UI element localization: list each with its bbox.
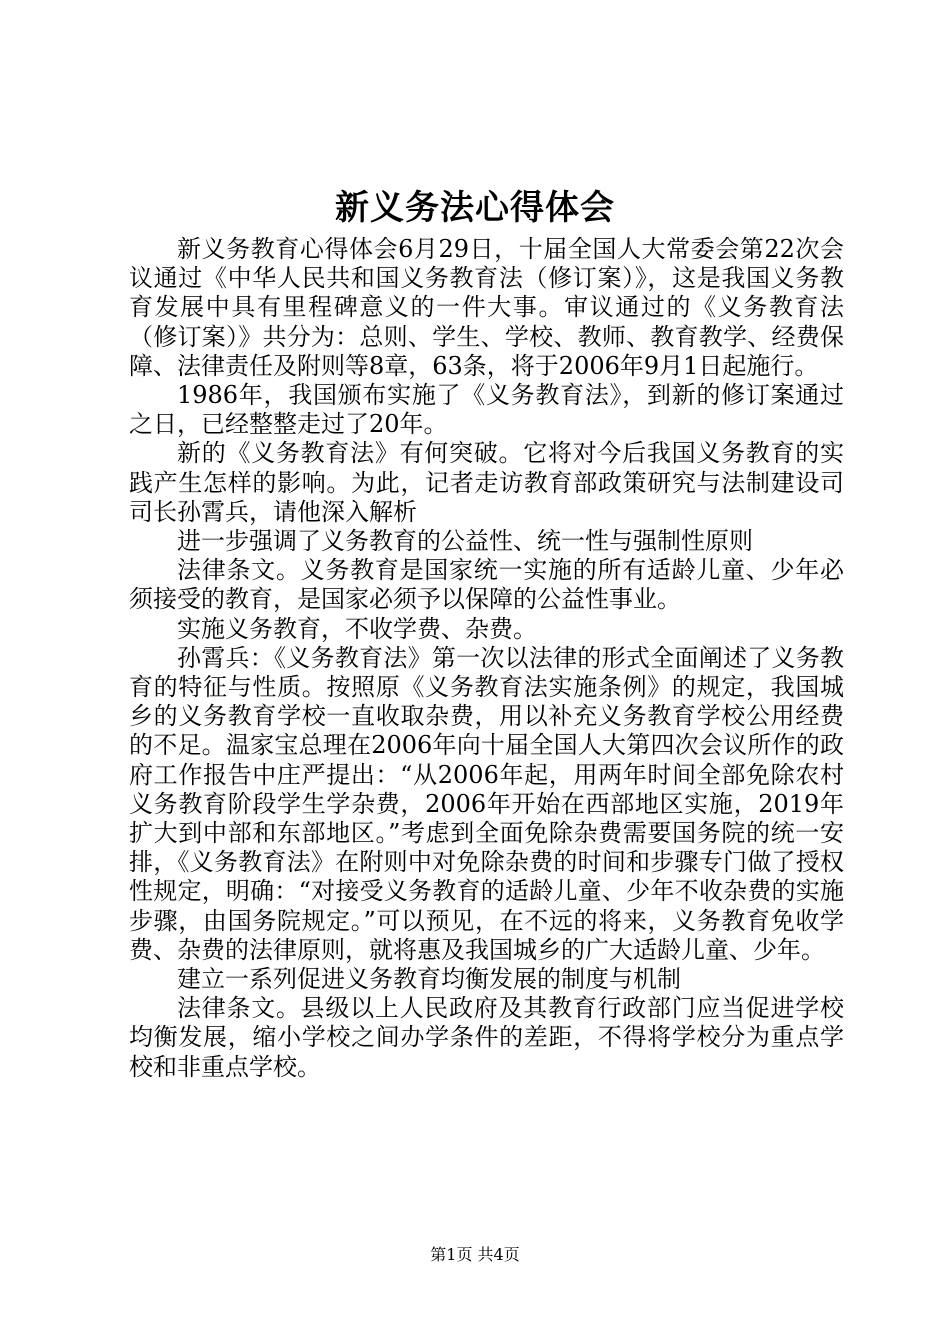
document-title: 新义务法心得体会	[335, 188, 615, 228]
paragraph-2: 1986年，我国颁布实施了《义务教育法》，到新的修订案通过之日，已经整整走过了20年。	[129, 381, 844, 439]
paragraph-7: 孙霄兵：《义务教育法》第一次以法律的形式全面阐述了义务教育的特征与性质。按照原《义务教育法实施条例》的规定，我国城乡的义务教育学校一直收取杂费，用以补充义务教育学校公用经费的不足。温家宝总理在2006年向十届全国人大第四次会议所作的政府工作报告中庄严提出：“从2006年起，用两年时间全部免除农村义务教育阶段学生学杂费，2006年开始在西部地区实施，2019年扩大到中部和东部地区。”考虑到全面免除杂费需要国务院的统一安排，《义务教育法》在附则中对免除杂费的时间和步骤专门做了授权性规定，明确：“对接受义务教育的适龄儿童、少年不收杂费的实施步骤，由国务院规定。”可以预见，在不远的将来，义务教育免收学费、杂费的法律原则，就将惠及我国城乡的广大适龄儿童、少年。	[129, 643, 844, 964]
paragraph-9: 法律条文。县级以上人民政府及其教育行政部门应当促进学校均衡发展，缩小学校之间办学条件的差距，不得将学校分为重点学校和非重点学校。	[129, 994, 844, 1081]
page-number-footer: 第1页 共4页	[430, 1245, 520, 1264]
paragraph-3: 新的《义务教育法》有何突破。它将对今后我国义务教育的实践产生怎样的影响。为此，记者走访教育部政策研究与法制建设司司长孙霄兵，请他深入解析	[129, 439, 844, 526]
section-heading-balanced-development: 建立一系列促进义务教育均衡发展的制度与机制	[177, 965, 681, 994]
document-body	[129, 235, 844, 1082]
paragraph-1: 新义务教育心得体会6月29日，十届全国人大常委会第22次会议通过《中华人民共和国义务教育法（修订案）》，这是我国义务教育发展中具有里程碑意义的一件大事。审议通过的《义务教育法（修订案）》共分为：总则、学生、学校、教师、教育教学、经费保障、法律责任及附则等8章，63条，将于2006年9月1日起施行。	[129, 235, 844, 380]
section-heading-public-welfare: 进一步强调了义务教育的公益性、统一性与强制性原则	[177, 527, 753, 556]
paragraph-6: 实施义务教育，不收学费、杂费。	[177, 614, 537, 643]
paragraph-5: 法律条文。义务教育是国家统一实施的所有适龄儿童、少年必须接受的教育，是国家必须予以保障的公益性事业。	[129, 556, 844, 614]
